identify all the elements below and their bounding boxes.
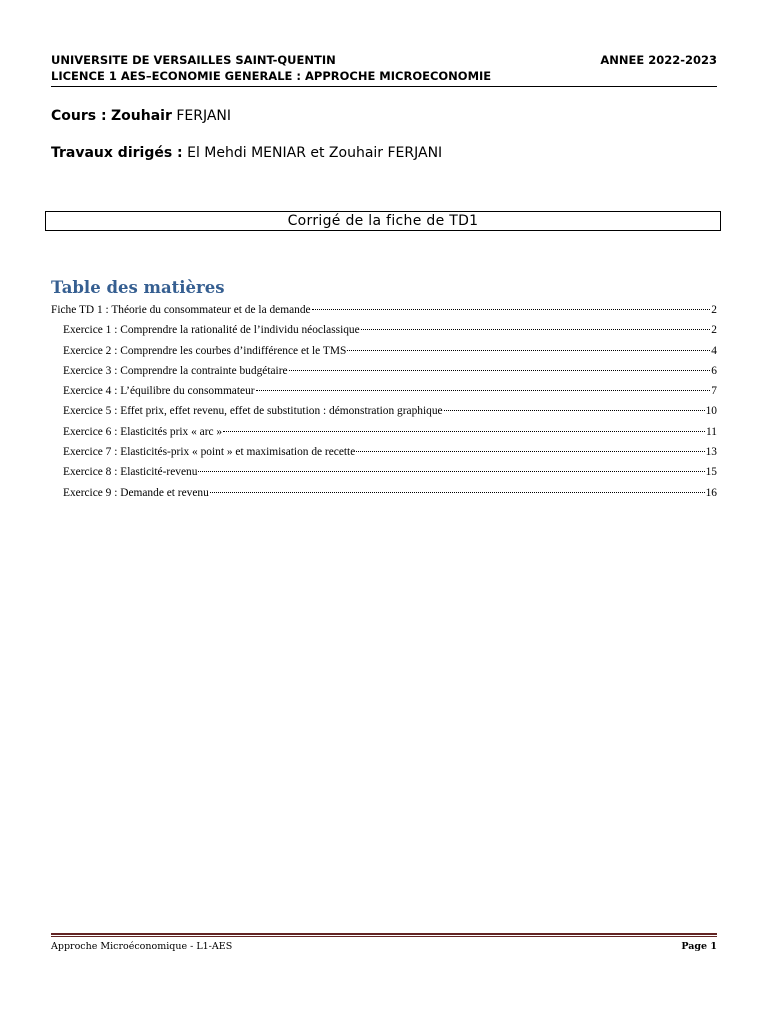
- toc-entry[interactable]: [51, 341, 717, 361]
- header-divider: [51, 86, 717, 87]
- toc-leader-dots: [312, 309, 711, 310]
- toc-entry-page: 2: [711, 304, 717, 316]
- toc-entry[interactable]: [51, 462, 717, 482]
- toc-entry-page: 6: [711, 364, 717, 377]
- page-footer: [51, 941, 717, 952]
- toc-entry-page: 10: [705, 405, 717, 418]
- university-name: UNIVERSITE DE VERSAILLES SAINT-QUENTIN: [51, 53, 336, 67]
- cours-surname: FERJANI: [176, 108, 232, 124]
- toc-entry-label: Exercice 8 : Elasticité-revenu: [63, 466, 198, 479]
- cours-first-name: Zouhair: [111, 108, 172, 124]
- td-line: [51, 145, 442, 161]
- toc-leader-dots: [289, 370, 711, 371]
- toc-entry-page: 15: [705, 466, 717, 479]
- td-label: Travaux dirigés :: [51, 145, 183, 161]
- toc-leader-dots: [198, 471, 704, 472]
- toc-leader-dots: [444, 410, 705, 411]
- toc-entry-label: Exercice 6 : Elasticités prix « arc »: [63, 425, 223, 438]
- toc-entry-label: Exercice 5 : Effet prix, effet revenu, effet de substitution : démonstration graphique: [63, 405, 443, 418]
- toc-entry[interactable]: [51, 300, 717, 320]
- toc-entry-page: 4: [711, 344, 717, 357]
- toc-entry-label: Fiche TD 1 : Théorie du consommateur et de la demande: [51, 304, 311, 316]
- cours-line: [51, 108, 231, 124]
- footer-divider: [51, 933, 717, 937]
- toc-entry[interactable]: [51, 422, 717, 442]
- table-of-contents: [51, 300, 717, 503]
- toc-entry[interactable]: [51, 381, 717, 401]
- toc-entry-label: Exercice 7 : Elasticités-prix « point » et maximisation de recette: [63, 446, 356, 459]
- toc-entry-label: Exercice 3 : Comprendre la contrainte budgétaire: [63, 364, 288, 377]
- toc-entry[interactable]: [51, 320, 717, 340]
- toc-entry-page: 16: [705, 486, 717, 499]
- toc-entry-page: 13: [705, 446, 717, 459]
- toc-leader-dots: [347, 350, 710, 351]
- toc-entry[interactable]: [51, 483, 717, 503]
- toc-entry-page: 2: [711, 324, 717, 337]
- toc-entry-label: Exercice 4 : L’équilibre du consommateur: [63, 385, 255, 398]
- toc-entry[interactable]: [51, 442, 717, 462]
- toc-entry[interactable]: [51, 401, 717, 421]
- toc-entry-label: Exercice 2 : Comprendre les courbes d’indifférence et le TMS: [63, 344, 347, 357]
- toc-entry-label: Exercice 9 : Demande et revenu: [63, 486, 209, 499]
- toc-entry-page: 7: [711, 385, 717, 398]
- toc-leader-dots: [210, 492, 705, 493]
- toc-entry-label: Exercice 1 : Comprendre la rationalité de l’individu néoclassique: [63, 324, 360, 337]
- course-line: LICENCE 1 AES–ECONOMIE GENERALE : APPROCHE MICROECONOMIE: [51, 69, 492, 83]
- cours-label: Cours :: [51, 108, 107, 124]
- toc-leader-dots: [356, 451, 704, 452]
- toc-leader-dots: [223, 431, 705, 432]
- footer-page-number: Page 1: [681, 941, 717, 952]
- toc-leader-dots: [361, 329, 711, 330]
- page-header: [51, 52, 717, 84]
- toc-heading: Table des matières: [51, 278, 225, 297]
- toc-entry[interactable]: [51, 361, 717, 381]
- toc-entry-page: 11: [706, 425, 717, 438]
- academic-year: ANNEE 2022-2023: [600, 53, 717, 67]
- toc-leader-dots: [256, 390, 711, 391]
- footer-course: Approche Microéconomique - L1-AES: [51, 941, 233, 952]
- document-title-box: Corrigé de la fiche de TD1: [45, 211, 721, 231]
- td-names: El Mehdi MENIAR et Zouhair FERJANI: [187, 145, 443, 161]
